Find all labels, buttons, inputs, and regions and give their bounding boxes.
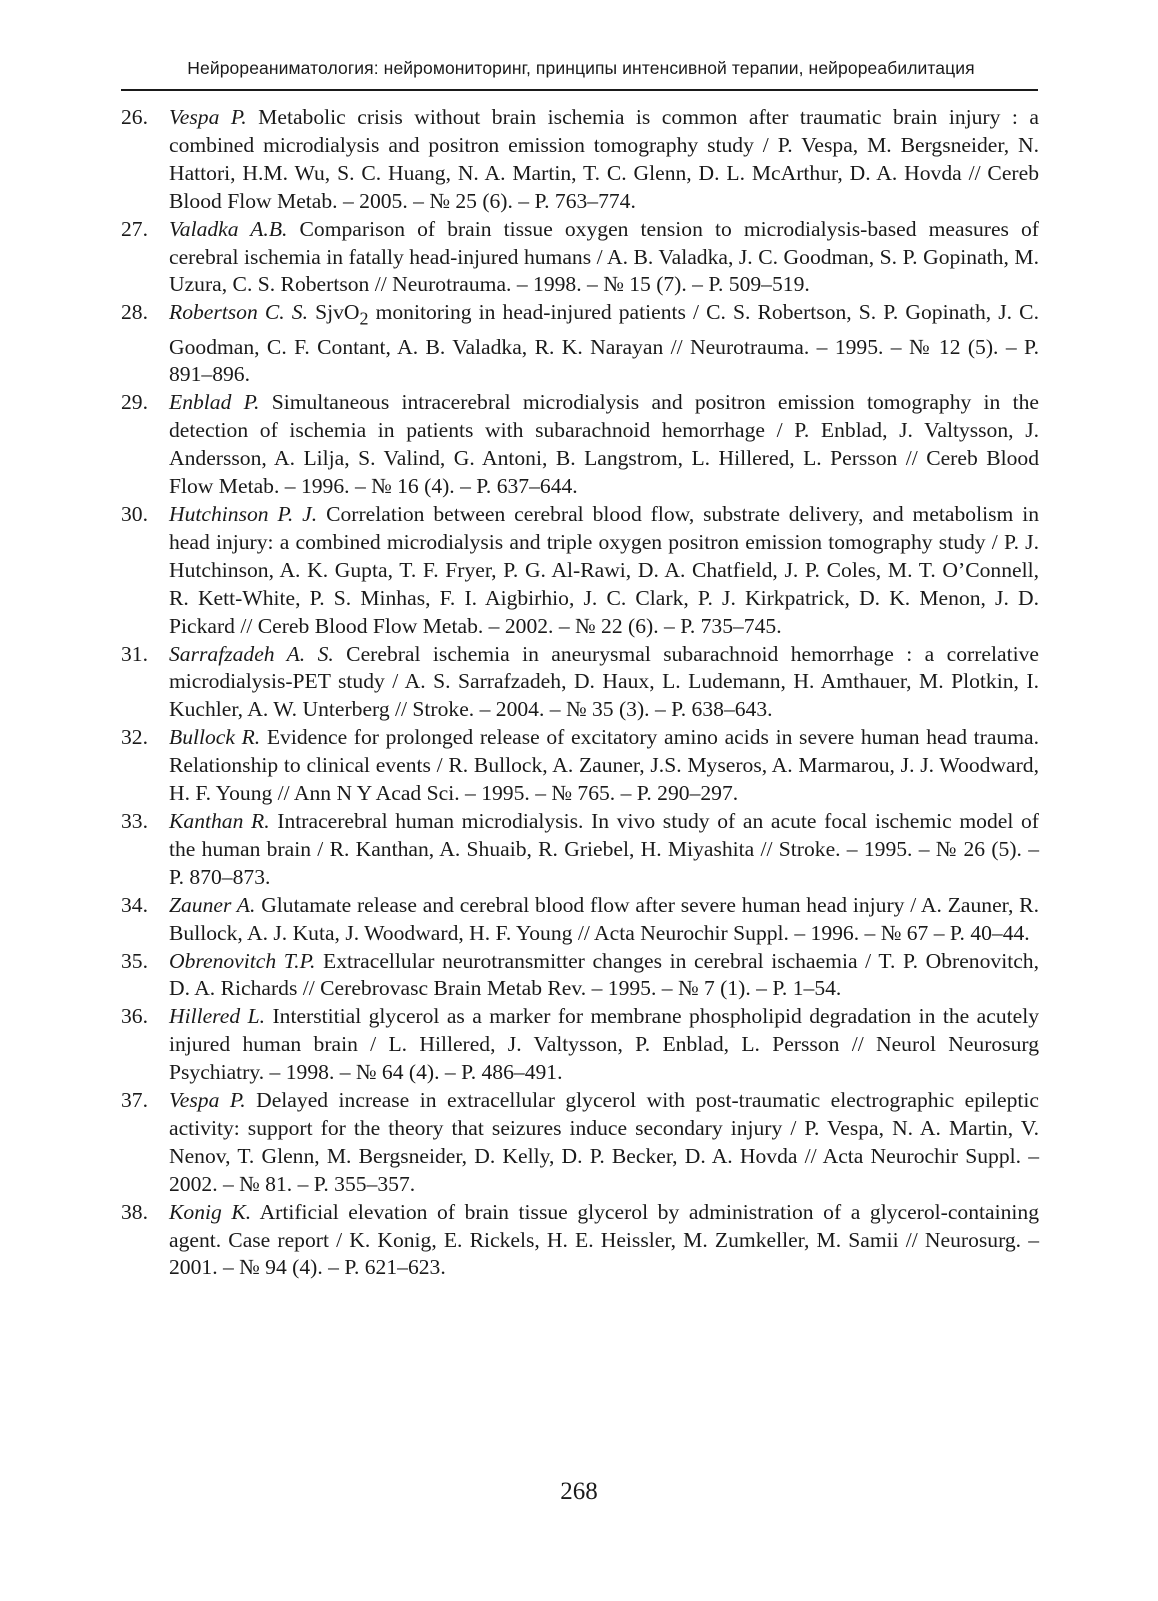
reference-text-lead: SjvO [307,300,360,325]
reference-item [121,216,1039,300]
reference-number: 38. [121,1199,148,1224]
reference-text: Correlation between cerebral blood flow, substrate delivery, and metabolism in head injury: a combined microdialysis and triple oxygen positron emission tomography study / P. J. Hutchinson, A. K. Gupta, T. F. Fryer, P. G. Al-Rawi, D. A. Chatfield, J. P. Coles, M. T. O’Connell, R. Kett-White, P. S. Minhas, F. I. Aigbirhio, J. C. Clark, P. J. Kirkpatrick, D. K. Menon, J. D. Pickard // Cereb Blood Flow Metab. – 2002. – № 22 (6). – P. 735–745. [169,502,1039,638]
reference-item [121,724,1039,808]
reference-text: Delayed increase in extracellular glycerol with post-traumatic electrographic epileptic activity: support for the theory that seizures induce secondary injury / P. Vespa, N. A. Martin, V. Nenov, T. Glenn, M. Bergsneider, D. Kelly, D. P. Becker, D. A. Hovda // Acta Neurochir Suppl. – 2002. – № 81. – P. 355–357. [169,1088,1039,1196]
reference-text: Extracellular neurotransmitter changes in cerebral ischaemia / T. P. Obrenovitch, D. A. Richards // Cerebrovasc Brain Metab Rev. – 1995. – № 7 (1). – P. 1–54. [169,948,1039,1001]
reference-number: 37. [121,1088,148,1113]
reference-item [121,1087,1039,1199]
reference-text: Metabolic crisis without brain ischemia is common after traumatic brain injury : a combined microdialysis and positron emission tomography study / P. Vespa, M. Bergsneider, N. Hattori, H.M. Wu, S. C. Huang, N. A. Martin, T. C. Glenn, D. L. McArthur, D. A. Hovda // Cereb Blood Flow Metab. – 2005. – № 25 (6). – P. 763–774. [169,105,1039,213]
reference-item [121,389,1039,501]
reference-author: Enblad P. [169,390,260,415]
reference-number: 35. [121,948,148,973]
reference-text: Cerebral ischemia in aneurysmal subarachnoid hemorrhage : a correlative microdialysis-PET study / A. S. Sarrafzadeh, D. Haux, L. Ludemann, H. Amthauer, M. Plotkin, I. Kuchler, A. W. Unterberg // Stroke. – 2004. – № 35 (3). – P. 638–643. [169,641,1039,722]
reference-text: Intracerebral human microdialysis. In vivo study of an acute focal ischemic model of the human brain / R. Kanthan, A. Shuaib, R. Griebel, H. Miyashita // Stroke. – 1995. – № 26 (5). – P. 870–873. [169,808,1039,889]
reference-author: Sarrafzadeh A. S. [169,641,334,666]
reference-number: 34. [121,892,148,917]
reference-text: monitoring in head-injured patients / C. S. Robertson, S. P. Gopinath, J. C. Goodman, C. F. Contant, A. B. Valadka, R. K. Narayan // Neurotrauma. – 1995. – № 12 (5). – P. 891–896. [169,300,1039,387]
reference-author: Konig K. [169,1199,252,1224]
reference-author: Vespa P. [169,105,247,129]
reference-author: Kanthan R. [169,808,270,833]
reference-author: Valadka A.B. [169,216,288,241]
reference-number: 33. [121,808,148,833]
reference-item [121,808,1039,892]
reference-item [121,641,1039,725]
page-number: 268 [560,1478,598,1505]
reference-item [121,501,1039,641]
reference-author: Hutchinson P. J. [169,502,318,526]
reference-item [121,299,1039,389]
reference-author: Bullock R. [169,725,261,750]
reference-text: Interstitial glycerol as a marker for membrane phospholipid degradation in the acutely injured human brain / L. Hillered, J. Valtysson, P. Enblad, L. Persson // Neurol Neurosurg Psychiatry. – 1998. – № 64 (4). – P. 486–491. [169,1004,1040,1085]
reference-number: 26. [121,105,148,129]
reference-item [121,892,1039,948]
reference-text: Artificial elevation of brain tissue glycerol by administration of a glycerol-containing agent. Case report / K. Konig, E. Rickels, H. E. Heissler, M. Zumkeller, M. Samii // Neurosurg. – 2001. – № 94 (4). – P. 621–623. [169,1199,1039,1280]
reference-item [121,104,1039,216]
reference-number: 31. [121,641,148,666]
reference-author: Vespa P. [169,1088,246,1113]
reference-author: Zauner A. [169,892,256,917]
running-header: Нейрореаниматология: нейромониторинг, принципы интенсивной терапии, нейрореабилитация [187,58,975,78]
reference-list [121,104,1039,1282]
reference-number: 27. [121,216,148,241]
reference-author: Hillered L. [169,1004,266,1029]
header-rule [121,89,1038,91]
subscript: 2 [359,308,369,329]
reference-number: 29. [121,390,148,415]
reference-number: 28. [121,300,148,325]
reference-item [121,948,1039,1004]
reference-number: 36. [121,1004,148,1029]
reference-item [121,1003,1039,1087]
reference-text: Glutamate release and cerebral blood flow after severe human head injury / A. Zauner, R. Bullock, A. J. Kuta, J. Woodward, H. F. Young // Acta Neurochir Suppl. – 1996. – № 67 – P. 40–44. [169,892,1039,945]
reference-item [121,1199,1039,1283]
reference-number: 30. [121,502,148,526]
reference-author: Obrenovitch T.P. [169,948,316,973]
reference-author: Robertson C. S. [169,300,308,325]
reference-text: Simultaneous intracerebral microdialysis and positron emission tomography in the detection of ischemia in patients with subarachnoid hemorrhage / P. Enblad, J. Valtysson, J. Andersson, A. Lilja, S. Valind, G. Antoni, B. Langstrom, L. Hillered, L. Persson // Cereb Blood Flow Metab. – 1996. – № 16 (4). – P. 637–644. [169,390,1039,499]
reference-text: Evidence for prolonged release of excitatory amino acids in severe human head trauma. Relationship to clinical events / R. Bullock, A. Zauner, J.S. Myseros, A. Marmarou, J. J. Woodward, H. F. Young // Ann N Y Acad Sci. – 1995. – № 765. – P. 290–297. [169,725,1039,806]
reference-number: 32. [121,725,148,750]
reference-text: Comparison of brain tissue oxygen tension to microdialysis-based measures of cerebral ischemia in fatally head-injured humans / A. B. Valadka, J. C. Goodman, S. P. Gopinath, M. Uzura, C. S. Robertson // Neurotrauma. – 1998. – № 15 (7). – P. 509–519. [169,216,1040,297]
